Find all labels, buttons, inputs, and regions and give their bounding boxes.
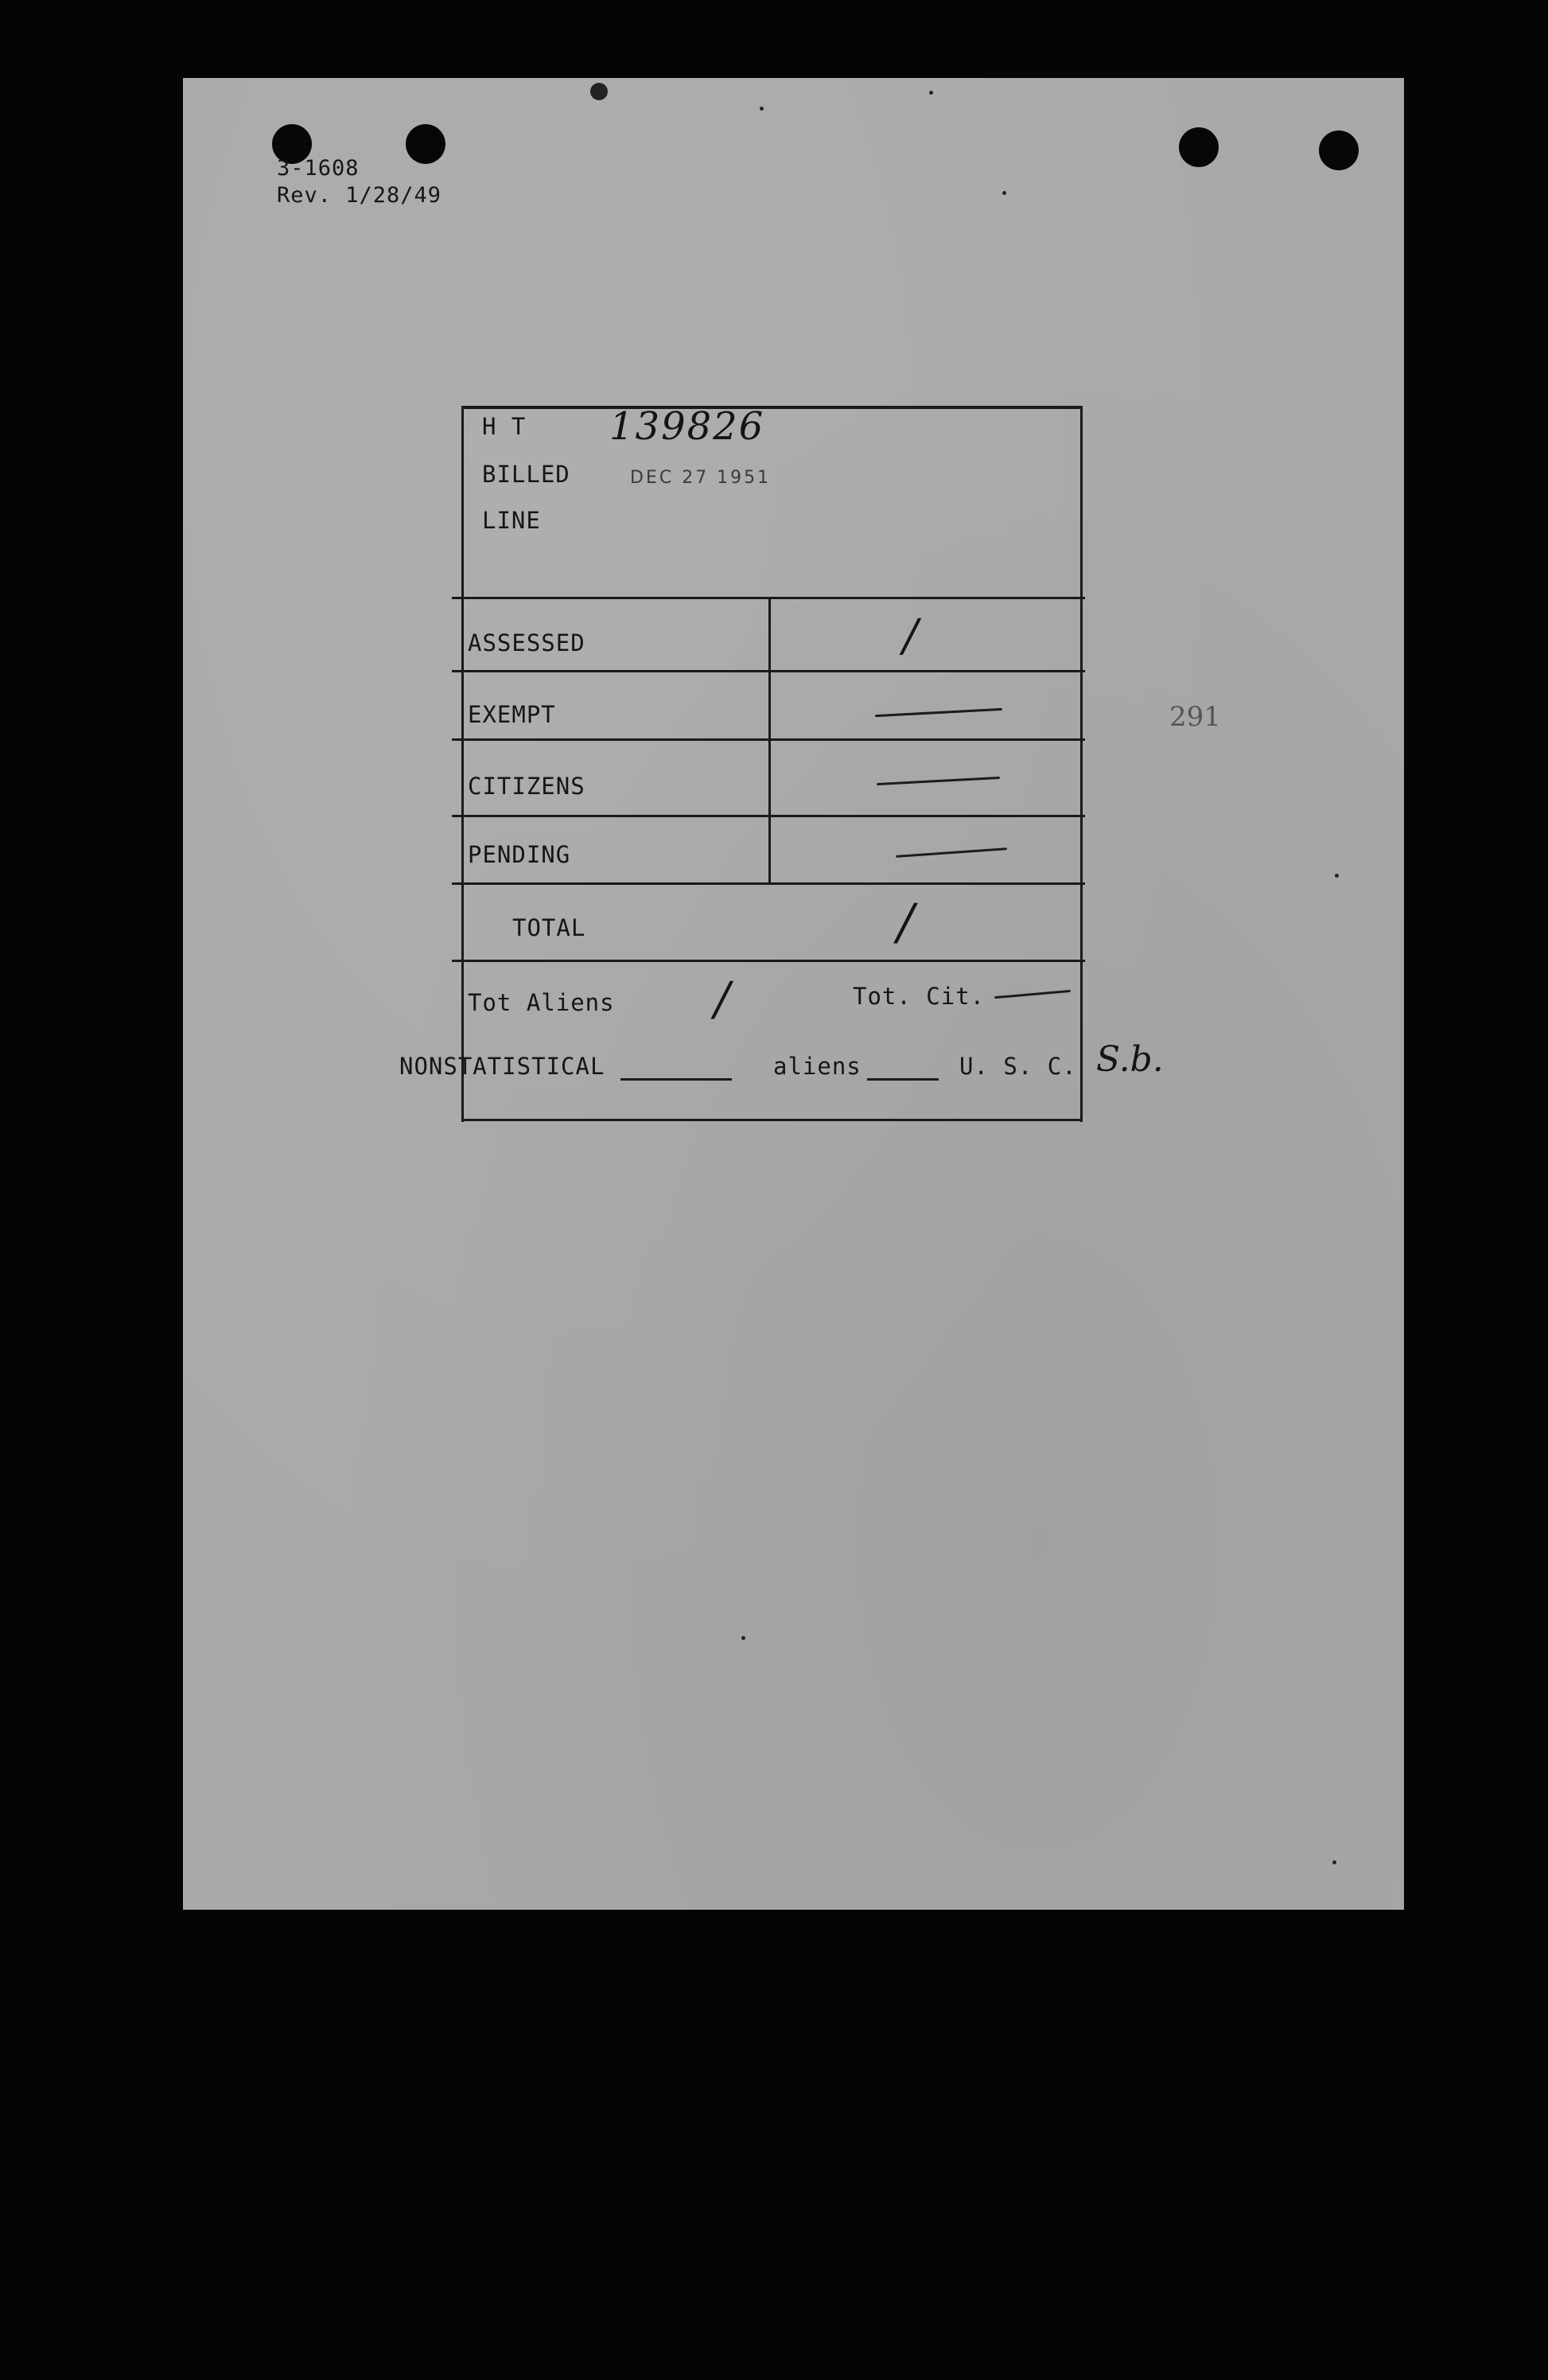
- document-page: [183, 78, 1404, 1910]
- line-label: LINE: [482, 507, 541, 534]
- speck: [1335, 874, 1339, 878]
- tot-cit-label: Tot. Cit.: [853, 983, 986, 1010]
- aliens-blank: [867, 1078, 939, 1081]
- tot-cit-dash: [994, 990, 1071, 999]
- tot-aliens-value: /: [714, 972, 730, 1026]
- punch-hole: [1179, 127, 1219, 167]
- speck: [590, 83, 608, 100]
- assessed-label: ASSESSED: [468, 629, 585, 656]
- tot-aliens-label: Tot Aliens: [468, 989, 615, 1016]
- assessed-value: /: [903, 610, 918, 662]
- usc-label: U. S. C.: [959, 1053, 1077, 1080]
- speck: [929, 91, 933, 95]
- ht-value: 139826: [609, 404, 765, 449]
- aliens-label: aliens: [773, 1053, 862, 1080]
- citizens-label: CITIZENS: [468, 773, 585, 800]
- ht-label: H T: [482, 413, 527, 440]
- pending-label: PENDING: [468, 841, 571, 868]
- box-bottom-border: [461, 1119, 1083, 1121]
- form-revision: Rev. 1/28/49: [277, 183, 442, 208]
- speck: [1002, 191, 1006, 195]
- rule-total: [452, 960, 1085, 962]
- clerk-initials: S.b.: [1096, 1039, 1164, 1080]
- exempt-dash: [875, 708, 1002, 717]
- total-value: /: [897, 893, 914, 951]
- side-number: 291: [1169, 701, 1221, 733]
- total-label: TOTAL: [512, 914, 586, 941]
- box-left-border: [461, 406, 464, 1122]
- exempt-label: EXEMPT: [468, 701, 556, 728]
- nonstatistical-blank: [620, 1078, 732, 1081]
- column-divider: [768, 597, 771, 883]
- form-number: 3-1608: [277, 156, 360, 181]
- pending-dash: [896, 847, 1007, 858]
- box-right-border: [1080, 406, 1083, 1122]
- punch-hole: [406, 124, 445, 164]
- punch-hole: [1319, 130, 1359, 170]
- citizens-dash: [877, 777, 1000, 785]
- box-top-border: [461, 406, 1082, 409]
- billed-date-stamp: DEC 27 1951: [630, 468, 772, 488]
- speck: [1332, 1860, 1336, 1864]
- billed-label: BILLED: [482, 461, 570, 488]
- speck: [741, 1636, 745, 1640]
- nonstatistical-label: NONSTATISTICAL: [399, 1053, 605, 1080]
- speck: [760, 107, 764, 111]
